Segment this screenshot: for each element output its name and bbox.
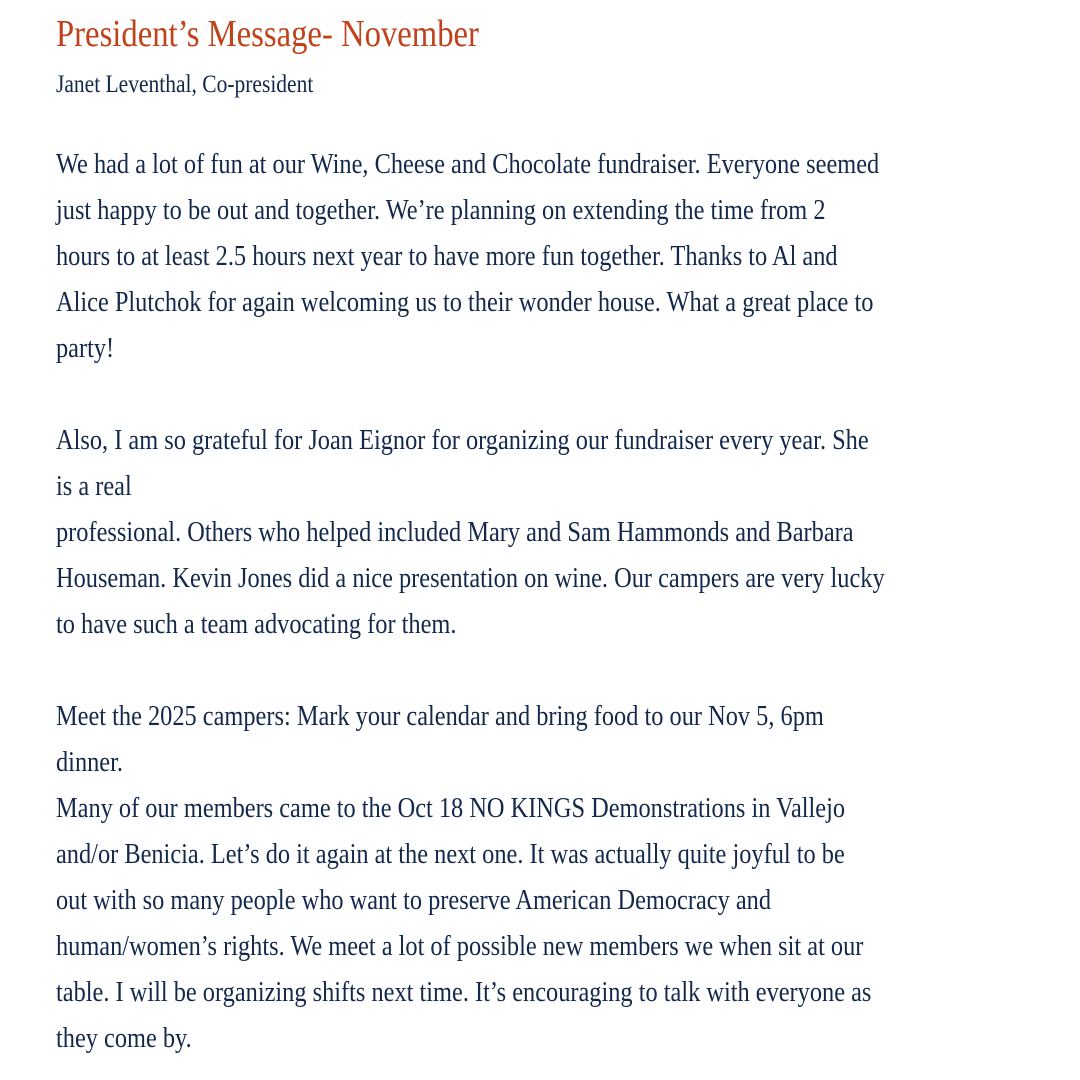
text-line: table. I will be organizing shifts next time. It’s encouraging to talk with everyone as bbox=[56, 976, 872, 1008]
text-line: out with so many people who want to preserve American Democracy and bbox=[56, 884, 772, 916]
paragraph-thanks bbox=[56, 420, 1046, 650]
paragraph-fundraiser bbox=[56, 144, 1046, 374]
text-line: Houseman. Kevin Jones did a nice presentation on wine. Our campers are very lucky bbox=[56, 562, 885, 594]
text-line: hours to at least 2.5 hours next year to have more fun together. Thanks to Al and bbox=[56, 240, 838, 272]
text-line: Many of our members came to the Oct 18 NO KINGS Demonstrations in Vallejo bbox=[56, 792, 846, 824]
text-line: human/women’s rights. We meet a lot of possible new members we when sit at our bbox=[56, 930, 864, 962]
article-byline: Janet Leventhal, Co-president bbox=[56, 71, 314, 98]
text-line: just happy to be out and together. We’re planning on extending the time from 2 bbox=[56, 194, 826, 226]
text-line: Also, I am so grateful for Joan Eignor for organizing our fundraiser every year. She bbox=[56, 424, 869, 456]
text-line: party! bbox=[56, 332, 115, 364]
text-line: to have such a team advocating for them. bbox=[56, 608, 457, 640]
text-line: and/or Benicia. Let’s do it again at the next one. It was actually quite joyful to be bbox=[56, 838, 845, 870]
text-line: Alice Plutchok for again welcoming us to their wonder house. What a great place to bbox=[56, 286, 874, 318]
text-line: Meet the 2025 campers: Mark your calendar and bring food to our Nov 5, 6pm bbox=[56, 700, 824, 732]
article-body bbox=[56, 144, 1046, 1064]
paragraph-spacer bbox=[56, 650, 1046, 696]
article-title: President’s Message- November bbox=[56, 13, 479, 55]
paragraph-events bbox=[56, 696, 1046, 1064]
text-line: professional. Others who helped included Mary and Sam Hammonds and Barbara bbox=[56, 516, 854, 548]
text-line: We had a lot of fun at our Wine, Cheese and Chocolate fundraiser. Everyone seemed bbox=[56, 148, 880, 180]
text-line: they come by. bbox=[56, 1022, 192, 1054]
paragraph-spacer bbox=[56, 374, 1046, 420]
text-line: is a real bbox=[56, 470, 132, 502]
text-line: dinner. bbox=[56, 746, 123, 778]
